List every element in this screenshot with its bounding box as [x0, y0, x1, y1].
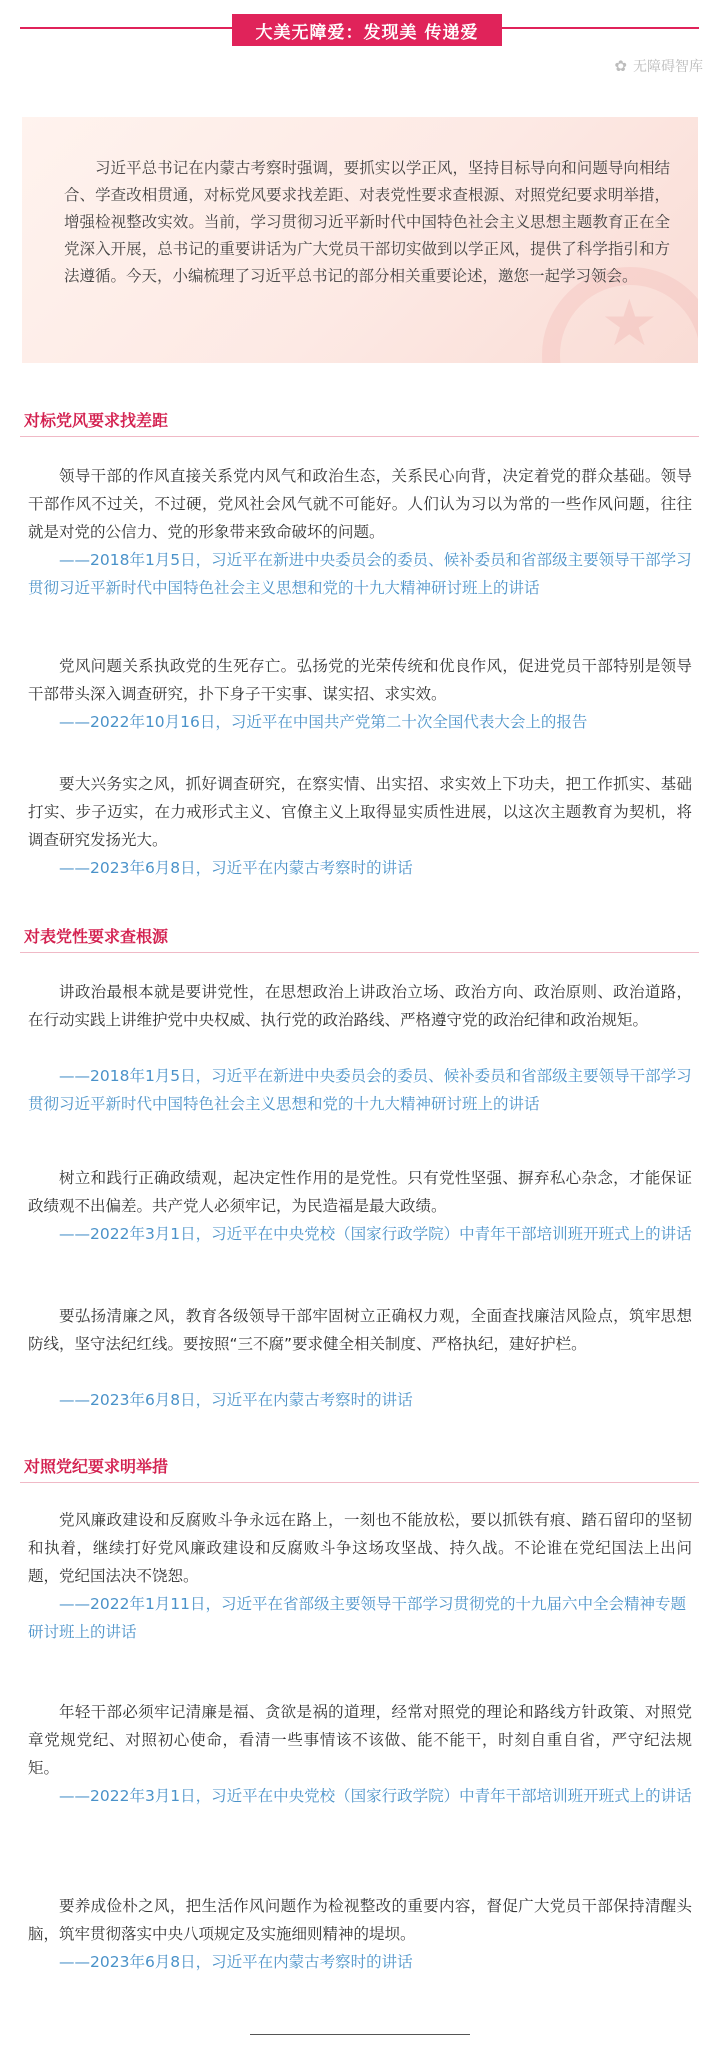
- section-title: [20, 922, 699, 953]
- quote-source: ——2022年10月16日，习近平在中国共产党第二十次全国代表大会上的报告: [59, 713, 588, 731]
- quote-source: ——2023年6月8日，习近平在内蒙古考察时的讲话: [59, 1391, 413, 1409]
- quote-text: 要养成俭朴之风，把生活作风问题作为检视整改的重要内容，督促广大党员干部保持清醒头脑，筑牢贯彻落实中央八项规定及实施细则精神的堤坝。: [28, 1897, 692, 1943]
- quote-text: 要弘扬清廉之风，教育各级领导干部牢固树立正确权力观，全面查找廉洁风险点，筑牢思想防线，坚守法纪红线。要按照“三不腐”要求健全相关制度、严格执纪，建好护栏。: [28, 1307, 692, 1353]
- quote-text: 树立和践行正确政绩观，起决定性作用的是党性。只有党性坚强、摒弃私心杂念，才能保证政绩观不出偏差。共产党人必须牢记，为民造福是最大政绩。: [28, 1169, 692, 1215]
- section-title-text: 对表党性要求查根源: [24, 927, 169, 946]
- quote-text: 党风问题关系执政党的生死存亡。弘扬党的光荣传统和优良作风，促进党员干部特别是领导干部带头深入调查研究，扑下身子干实事、谋实招、求实效。: [28, 657, 692, 703]
- end-divider: [250, 2034, 470, 2035]
- quote-text: 领导干部的作风直接关系党内风气和政治生态，关系民心向背，决定着党的群众基础。领导干部作风不过关，不过硬，党风社会风气就不可能好。人们认为习以为常的一些作风问题，往往就是对党的公信力、党的形象带来致命破坏的问题。: [28, 467, 692, 541]
- watermark: [614, 56, 703, 76]
- watermark-text: 无障碍智库: [633, 59, 703, 75]
- quote-text: 党风廉政建设和反腐败斗争永远在路上，一刻也不能放松，要以抓铁有痕、踏石留印的坚韧和执着，继续打好党风廉政建设和反腐败斗争这场攻坚战、持久战。不论谁在党纪国法上出问题，党纪国法决不饶恕。: [28, 1511, 692, 1585]
- quote-source: ——2022年3月1日，习近平在中央党校（国家行政学院）中青年干部培训班开班式上的讲话: [59, 1787, 692, 1805]
- quote-text: 要大兴务实之风，抓好调查研究，在察实情、出实招、求实效上下功夫，把工作抓实、基础打实、步子迈实，在力戒形式主义、官僚主义上取得显实质性进展，以这次主题教育为契机，将调查研究发扬光大。: [28, 775, 692, 849]
- quote-source: ——2018年1月5日，习近平在新进中央委员会的委员、候补委员和省部级主要领导干部学习贯彻习近平新时代中国特色社会主义思想和党的十九大精神研讨班上的讲话: [28, 1067, 692, 1113]
- section-title: [20, 406, 699, 437]
- quote-text: 年轻干部必须牢记清廉是福、贪欲是祸的道理，经常对照党的理论和路线方针政策、对照党章党规党纪、对照初心使命，看清一些事情该不该做、能不能干，时刻自重自省，严守纪法规矩。: [28, 1703, 692, 1777]
- quote-text: 讲政治最根本就是要讲党性，在思想政治上讲政治立场、政治方向、政治原则、政治道路，在行动实践上讲维护党中央权威、执行党的政治路线、严格遵守党的政治纪律和政治规矩。: [28, 983, 692, 1029]
- intro-box: [22, 117, 698, 363]
- quote-source: ——2023年6月8日，习近平在内蒙古考察时的讲话: [59, 859, 413, 877]
- top-banner: [0, 0, 719, 52]
- section-title-text: 对照党纪要求明举措: [24, 1457, 169, 1476]
- section-title-text: 对标党风要求找差距: [24, 411, 169, 430]
- quote-source: ——2022年3月1日，习近平在中央党校（国家行政学院）中青年干部培训班开班式上的讲话: [59, 1225, 692, 1243]
- quote-source: ——2023年6月8日，习近平在内蒙古考察时的讲话: [59, 1953, 413, 1971]
- wechat-icon: ✿: [614, 57, 627, 75]
- intro-text: 习近平总书记在内蒙古考察时强调，要抓实以学正风，坚持目标导向和问题导向相结合、学查改相贯通，对标党风要求找差距、对表党性要求查根源、对照党纪要求明举措，增强检视整改实效。当前，学习贯彻习近平新时代中国特色社会主义思想主题教育正在全党深入开展，总书记的重要讲话为广大党员干部切实做到以学正风，提供了科学指引和方法遵循。今天，小编梳理了习近平总书记的部分相关重要论述，邀您一起学习领会。: [64, 159, 670, 285]
- quote-source: ——2018年1月5日，习近平在新进中央委员会的委员、候补委员和省部级主要领导干部学习贯彻习近平新时代中国特色社会主义思想和党的十九大精神研讨班上的讲话: [28, 551, 692, 597]
- banner-title: 大美无障爱：发现美 传递爱: [232, 14, 502, 46]
- section-title: [20, 1452, 699, 1483]
- decor-star-icon: ★: [600, 287, 658, 361]
- quote-source: ——2022年1月11日，习近平在省部级主要领导干部学习贯彻党的十九届六中全会精神专题研讨班上的讲话: [28, 1595, 687, 1641]
